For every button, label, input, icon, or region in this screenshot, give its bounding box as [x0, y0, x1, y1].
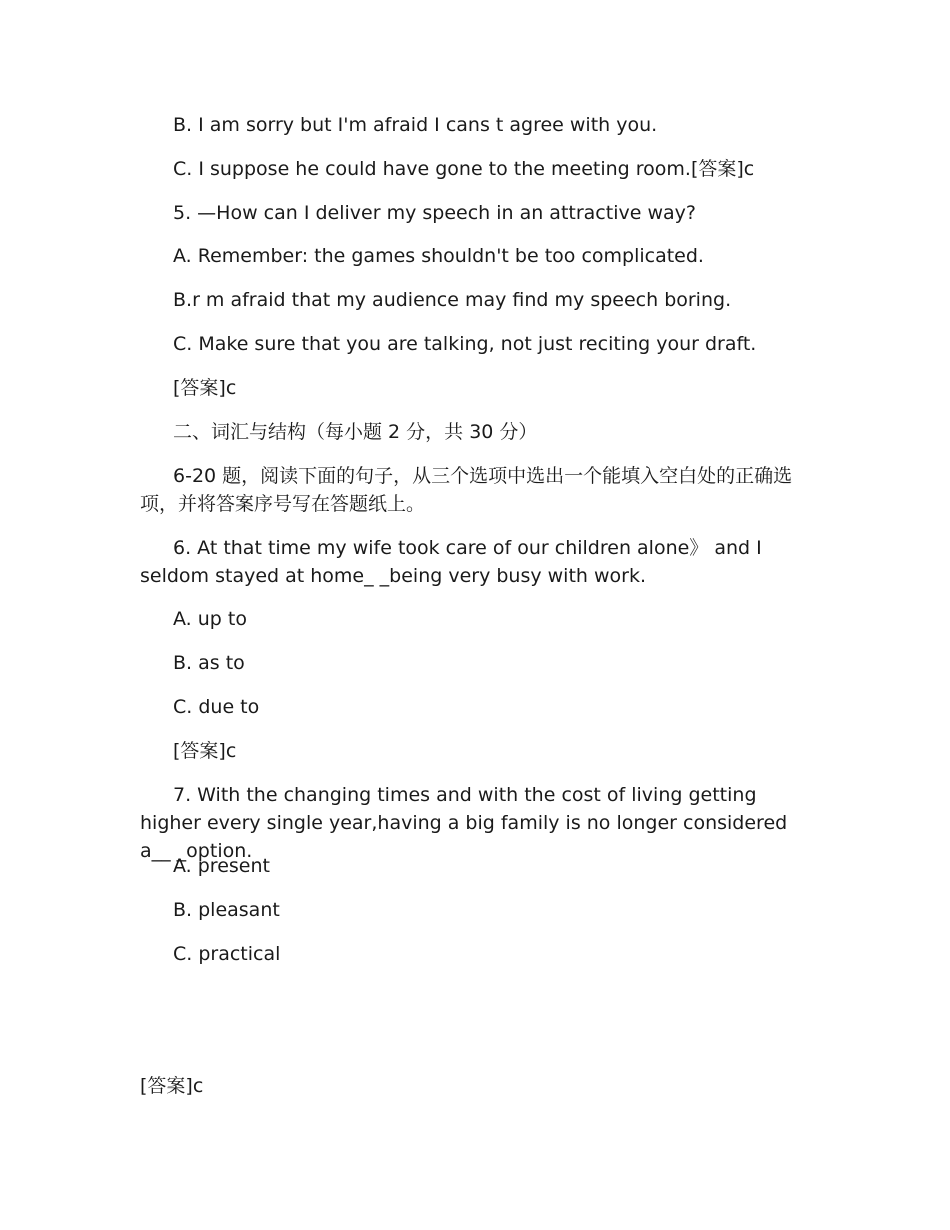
q5-answer: [答案]c	[173, 377, 237, 399]
q4-option-b: B. I am sorry but I'm afraid I cans t agree with you.	[173, 114, 658, 136]
q4-option-c-with-answer: C. I suppose he could have gone to the meeting room.[答案]c	[173, 158, 755, 180]
section-2-instructions: 6-20 题，阅读下面的句子，从三个选项中选出一个能填入空白处的正确选项，并将答案序号写在答题纸上。	[140, 465, 793, 515]
q5-option-a: A. Remember: the games shouldn't be too complicated.	[173, 245, 704, 267]
q7-option-b: B. pleasant	[173, 899, 280, 921]
q6-option-c: C. due to	[173, 696, 260, 718]
q6-option-a: A. up to	[173, 608, 247, 630]
section-2-heading: 二、词汇与结构（每小题 2 分，共 30 分）	[173, 421, 538, 443]
q6-option-b: B. as to	[173, 652, 245, 674]
q5-option-c: C. Make sure that you are talking, not just reciting your draft.	[173, 333, 757, 355]
q7-option-c: C. practical	[173, 943, 281, 965]
q7-answer: [答案]c	[140, 1075, 204, 1097]
q7-option-a: A. present	[173, 855, 270, 877]
q5-option-b: B.r m afraid that my audience may find my speech boring.	[173, 289, 732, 311]
q7-stem: 7. With the changing times and with the cost of living getting higher every single year,having a big family is no longer considered a__ _option.	[140, 784, 788, 862]
q5-stem: 5. —How can I deliver my speech in an attractive way?	[173, 202, 696, 224]
q6-answer: [答案]c	[173, 740, 237, 762]
q6-stem: 6. At that time my wife took care of our children alone》 and I seldom stayed at home_ _being very busy with work.	[140, 537, 762, 587]
